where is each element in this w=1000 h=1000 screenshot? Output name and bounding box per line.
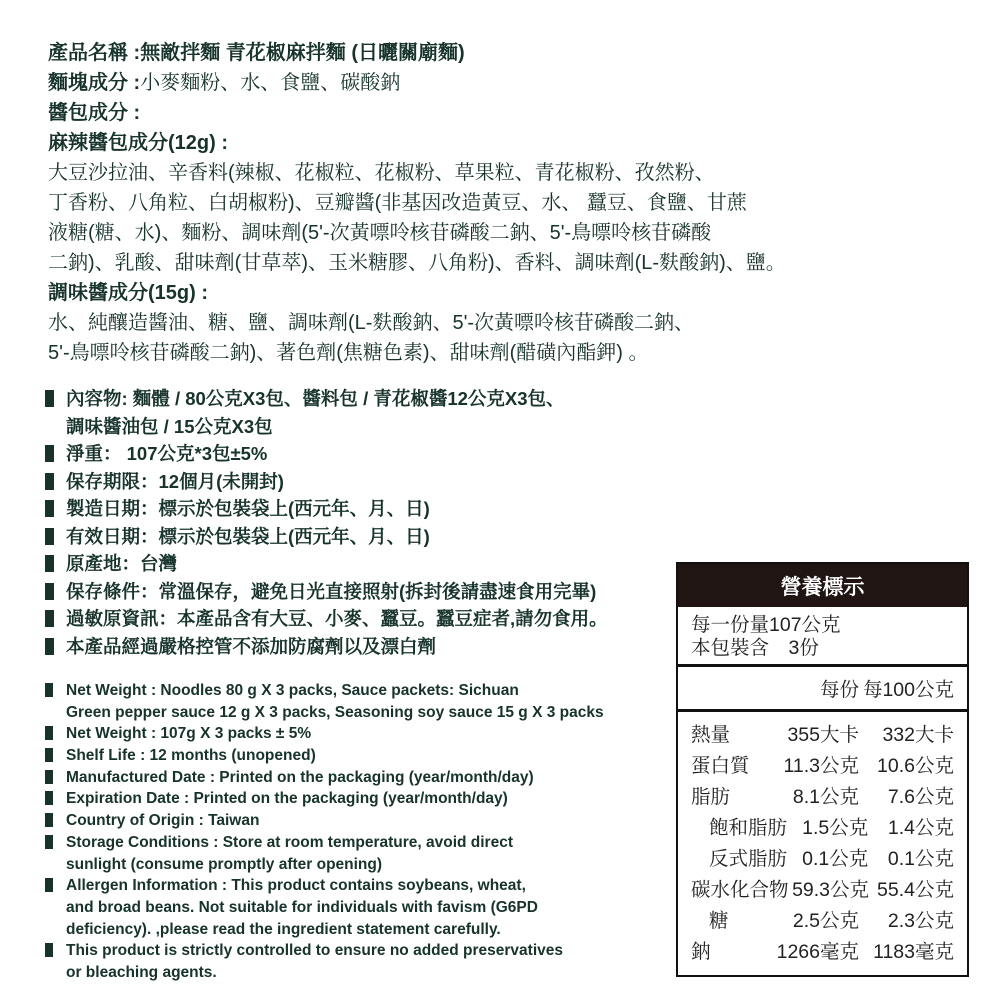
- bullet-square-icon: [45, 473, 54, 490]
- detail-item-text: Country of Origin : Taiwan: [66, 812, 260, 830]
- nutrition-row: [691, 782, 954, 813]
- value-per-100g: 10.6公克: [877, 755, 954, 777]
- detail-item-text: deficiency). ,please read the ingredient statement carefully.: [66, 920, 501, 938]
- value-per-serving: 59.3公克: [792, 879, 870, 901]
- nutrition-row: [691, 875, 954, 906]
- detail-item: [45, 680, 604, 702]
- detail-item: [45, 745, 604, 767]
- col-per-100g: 每100公克: [862, 679, 954, 701]
- value-per-serving: 1.5公克: [802, 817, 869, 839]
- detail-item-text: 保存期限：12個月(未開封): [66, 470, 284, 492]
- detail-item: [45, 495, 608, 523]
- value-per-serving: 1266毫克: [776, 941, 859, 963]
- sauce-ingredients-label: 醬包成分 :: [48, 102, 141, 124]
- col-per-serving: 每份: [819, 679, 859, 701]
- detail-item: [45, 605, 608, 633]
- nutrient-name: 飽和脂肪: [709, 817, 788, 839]
- detail-item: [45, 940, 604, 962]
- detail-item: [45, 702, 604, 724]
- nutrition-row: [691, 937, 954, 968]
- value-per-100g: 7.6公克: [887, 786, 954, 808]
- en-details-list: [45, 680, 604, 984]
- value-per-serving: 355大卡: [787, 724, 859, 746]
- value-per-serving: 2.5公克: [792, 910, 859, 932]
- bullet-square-icon: [45, 835, 53, 849]
- detail-item: [45, 875, 604, 897]
- product-name-label: 產品名稱 :: [48, 42, 141, 64]
- nutrition-row: [691, 751, 954, 782]
- bullet-square-icon: [45, 583, 54, 600]
- bullet-square-icon: [45, 610, 54, 627]
- value-per-serving: 11.3公克: [783, 755, 859, 777]
- value-per-serving: 0.1公克: [802, 848, 869, 870]
- detail-item-text: Net Weight : 107g X 3 packs ± 5%: [66, 725, 312, 743]
- detail-item-text: Green pepper sauce 12 g X 3 packs, Seasoning soy sauce 15 g X 3 packs: [66, 703, 604, 721]
- detail-item: [45, 413, 608, 441]
- bullet-square-icon: [45, 813, 53, 827]
- detail-item: [45, 550, 608, 578]
- detail-item: [45, 723, 604, 745]
- spicy-sauce-ingredient-line: 丁香粉、八角粒、白胡椒粉)、豆瓣醬(非基因改造黃豆、水、 蠶豆、食鹽、甘蔗: [48, 192, 747, 214]
- nutrition-title: 營養標示: [678, 564, 967, 607]
- detail-item: [45, 468, 608, 496]
- nutrient-name: 脂肪: [691, 786, 731, 808]
- nutrition-serving-section: [678, 607, 967, 667]
- bullet-square-icon: [45, 500, 54, 517]
- spicy-sauce-ingredient-line: 大豆沙拉油、辛香料(辣椒、花椒粒、花椒粉、草果粒、青花椒粉、孜然粉、: [48, 162, 715, 184]
- bullet-square-icon: [45, 683, 53, 697]
- noodle-ingredients-label: 麵塊成分 :: [48, 72, 141, 94]
- bullet-square-icon: [45, 791, 53, 805]
- value-per-serving: 8.1公克: [792, 786, 859, 808]
- bullet-square-icon: [45, 555, 54, 572]
- detail-item-text: Storage Conditions : Store at room temperature, avoid direct: [66, 833, 513, 851]
- nutrition-col-headers: [678, 667, 967, 712]
- bullet-square-icon: [45, 390, 54, 407]
- nutrition-row: [691, 844, 954, 875]
- detail-item-text: 過敏原資訊：本產品含有大豆、小麥、蠶豆。蠶豆症者,請勿食用。: [66, 608, 608, 629]
- seasoning-sauce-heading: 調味醬成分(15g) :: [48, 282, 208, 304]
- spicy-sauce-heading: 麻辣醬包成分(12g) :: [48, 132, 228, 154]
- spicy-sauce-ingredient-line: 二鈉)、乳酸、甜味劑(甘草萃)、玉米糖膠、八角粉)、香料、調味劑(L-麩酸鈉)、鹽。: [48, 252, 786, 274]
- nutrient-name: 反式脂肪: [709, 848, 788, 870]
- nutrient-name: 鈉: [691, 941, 711, 963]
- nutrition-body: [678, 712, 967, 975]
- zh-info-section: [48, 38, 786, 368]
- bullet-square-icon: [45, 445, 54, 462]
- detail-item-text: Manufactured Date : Printed on the packaging (year/month/day): [66, 768, 534, 786]
- detail-item: [45, 810, 604, 832]
- seasoning-sauce-ingredient-line: 5'-鳥嘌呤核苷磷酸二鈉)、著色劑(焦糖色素)、甜味劑(醋磺內酯鉀) 。: [48, 342, 649, 364]
- product-name-value: 無敵拌麵 青花椒麻拌麵 (日曬關廟麵): [140, 42, 465, 64]
- detail-item: [45, 962, 604, 984]
- bullet-square-icon: [45, 770, 53, 784]
- detail-item: [45, 832, 604, 854]
- spicy-sauce-ingredient-line: 液糖(糖、水)、麵粉、調味劑(5'-次黃嘌呤核苷磷酸二鈉、5'-鳥嘌呤核苷磷酸: [48, 222, 712, 244]
- bullet-square-icon: [45, 726, 53, 740]
- noodle-ingredients-line: [48, 68, 786, 98]
- detail-item-text: This product is strictly controlled to ensure no added preservatives: [66, 942, 563, 960]
- detail-item: [45, 578, 608, 606]
- nutrition-row: [691, 906, 954, 937]
- detail-item-text: Net Weight : Noodles 80 g X 3 packs, Sauce packets: Sichuan: [66, 682, 519, 699]
- value-per-100g: 2.3公克: [887, 910, 954, 932]
- detail-item-text: 調味醬油包 / 15公克X3包: [66, 415, 273, 437]
- detail-item: [45, 788, 604, 810]
- detail-item-text: 製造日期：標示於包裝袋上(西元年、月、日): [66, 498, 430, 519]
- detail-item-text: 有效日期：標示於包裝袋上(西元年、月、日): [66, 525, 430, 547]
- nutrition-row: [691, 813, 954, 844]
- nutrition-table: [676, 562, 969, 977]
- detail-item-text: 內容物: 麵體 / 80公克X3包、醬料包 / 青花椒醬12公克X3包、: [66, 388, 565, 409]
- detail-item-text: Allergen Information : This product contains soybeans, wheat,: [66, 877, 526, 895]
- value-per-100g: 55.4公克: [877, 879, 954, 901]
- value-per-100g: 332大卡: [882, 724, 954, 746]
- detail-item-text: Expiration Date : Printed on the packaging (year/month/day): [66, 790, 508, 808]
- bullet-square-icon: [45, 878, 53, 892]
- detail-item: [45, 767, 604, 789]
- nutrient-name: 蛋白質: [691, 755, 750, 777]
- detail-item-text: 本產品經過嚴格控管不添加防腐劑以及漂白劑: [66, 635, 437, 657]
- zh-details-list: [45, 385, 608, 660]
- value-per-100g: 1.4公克: [887, 817, 954, 839]
- nutrient-name: 熱量: [691, 724, 731, 746]
- serving-size: 每一份量107公克: [691, 614, 841, 636]
- bullet-square-icon: [45, 943, 53, 957]
- nutrition-row: [691, 720, 954, 751]
- detail-item-text: 淨重： 107公克*3包±5%: [66, 443, 268, 464]
- detail-item: [45, 919, 604, 941]
- detail-item-text: 原產地：台灣: [66, 553, 178, 574]
- value-per-100g: 1183毫克: [873, 941, 954, 963]
- detail-item: [45, 385, 608, 413]
- noodle-ingredients-value: 小麥麵粉、水、食鹽、碳酸鈉: [140, 72, 401, 94]
- bullet-square-icon: [45, 638, 54, 655]
- product-name-line: [48, 38, 786, 68]
- detail-item: [45, 523, 608, 551]
- detail-item: [45, 440, 608, 468]
- detail-item: [45, 633, 608, 661]
- servings-per-pack: 本包裝含 3份: [691, 637, 819, 659]
- detail-item: [45, 854, 604, 876]
- value-per-100g: 0.1公克: [887, 848, 954, 870]
- detail-item: [45, 897, 604, 919]
- detail-item-text: sunlight (consume promptly after opening): [66, 855, 383, 873]
- bullet-square-icon: [45, 748, 53, 762]
- nutrient-name: 碳水化合物: [691, 879, 789, 901]
- seasoning-sauce-ingredient-line: 水、純釀造醬油、糖、鹽、調味劑(L-麩酸鈉、5'-次黃嘌呤核苷磷酸二鈉、: [48, 312, 695, 334]
- detail-item-text: 保存條件：常溫保存，避免日光直接照射(拆封後請盡速食用完畢): [66, 580, 597, 602]
- detail-item-text: Shelf Life : 12 months (unopened): [66, 747, 316, 765]
- detail-item-text: and broad beans. Not suitable for individuals with favism (G6PD: [66, 898, 538, 916]
- bullet-square-icon: [45, 528, 54, 545]
- detail-item-text: or bleaching agents.: [66, 963, 217, 981]
- nutrient-name: 糖: [709, 910, 729, 932]
